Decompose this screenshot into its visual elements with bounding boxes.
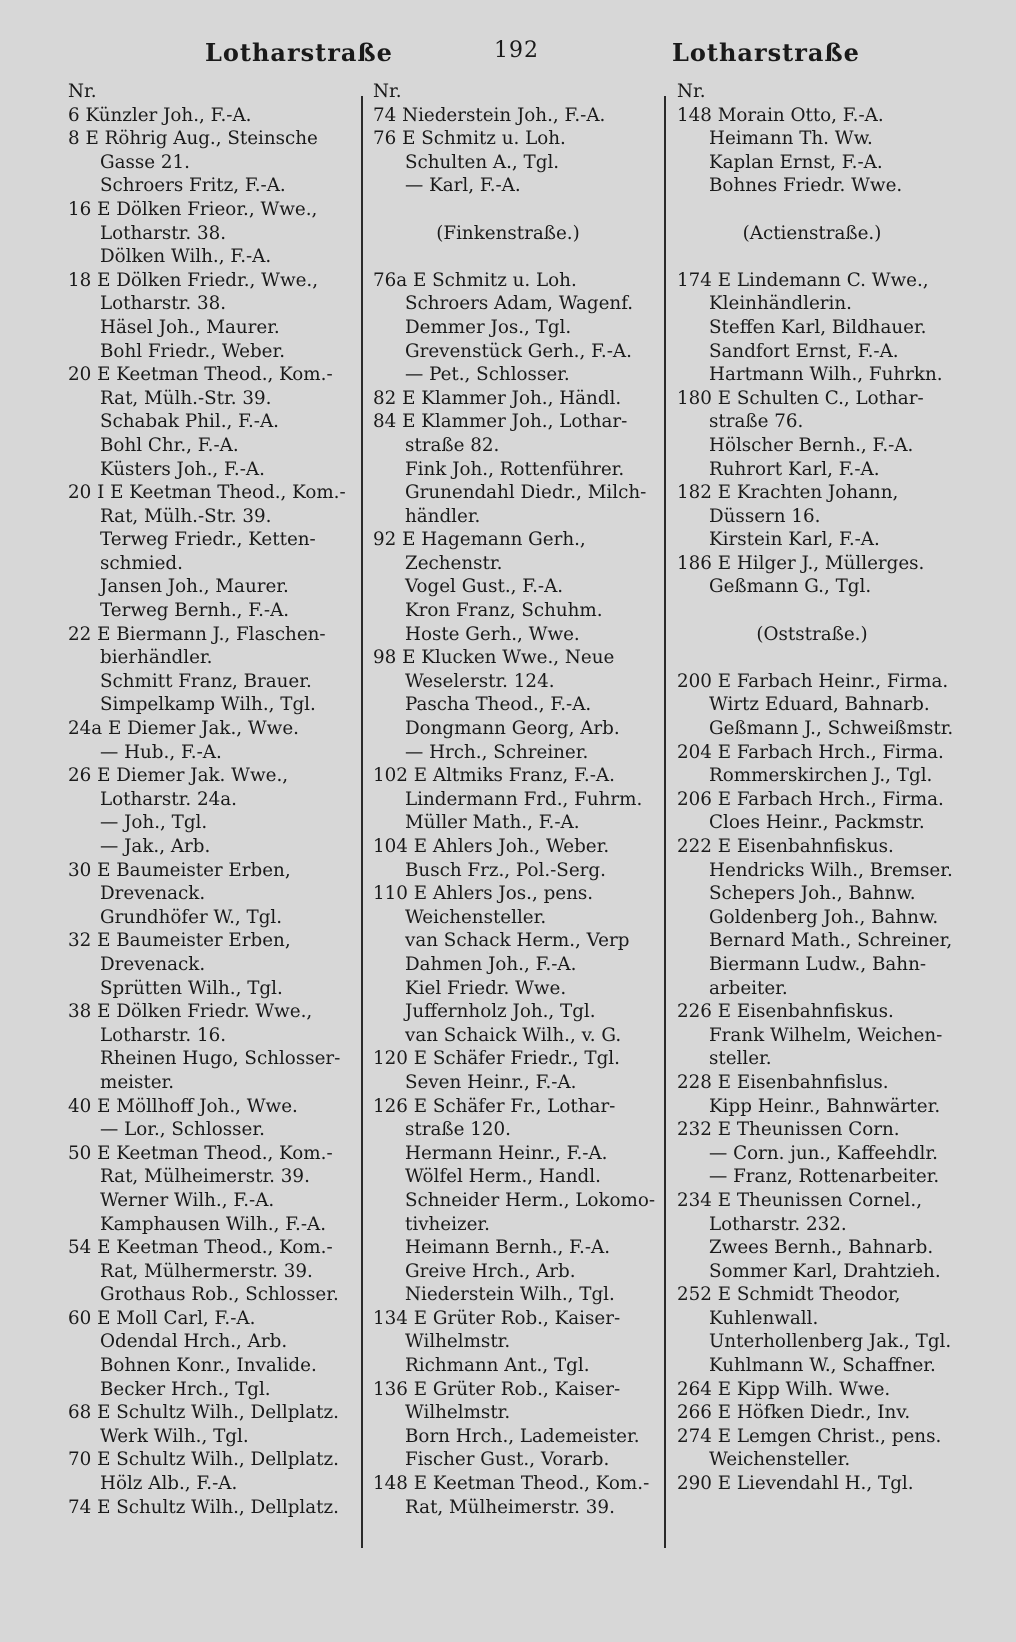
resident-line: Schneider Herm., Lokomo- [405, 1189, 656, 1211]
house-entry: 204 E Farbach Hrch., Firma. [677, 741, 944, 763]
resident-line: Schroers Fritz, F.-A. [100, 175, 286, 197]
resident-line: Biermann Ludw., Bahn- [709, 953, 927, 975]
resident-line: Drevenack. [100, 953, 206, 975]
resident-line: Juffernholz Joh., Tgl. [405, 1001, 596, 1023]
house-entry: 54 E Keetman Theod., Kom.- [68, 1237, 333, 1259]
resident-line: meister. [100, 1071, 175, 1093]
house-entry: 40 E Möllhoff Joh., Wwe. [68, 1095, 298, 1117]
house-entry: 50 E Keetman Theod., Kom.- [68, 1142, 333, 1164]
page-number: 192 [494, 38, 539, 63]
house-entry: 24a E Diemer Jak., Wwe. [68, 718, 299, 740]
resident-line: straße 82. [405, 434, 500, 456]
resident-line: Hölz Alb., F.-A. [100, 1473, 238, 1495]
resident-line: Wilhelmstr. [405, 1402, 511, 1424]
resident-line: straße 120. [405, 1119, 511, 1141]
resident-line: Geßmann J., Schweißmstr. [709, 718, 954, 740]
house-entry: 252 E Schmidt Theodor, [677, 1284, 901, 1306]
column-divider [361, 96, 363, 1548]
resident-line: Lindermann Frd., Fuhrm. [405, 788, 643, 810]
resident-line: Vogel Gust., F.-A. [405, 576, 564, 598]
resident-line: Düssern 16. [709, 505, 821, 527]
resident-line: Dölken Wilh., F.-A. [100, 246, 272, 268]
house-entry: 226 E Eisenbahnfiskus. [677, 1001, 894, 1023]
house-entry: 134 E Grüter Rob., Kaiser- [373, 1307, 621, 1329]
street-section-heading: (Actienstraße.) [742, 222, 882, 244]
resident-line: Sprütten Wilh., Tgl. [100, 977, 283, 999]
blank-line [677, 646, 967, 670]
house-entry: 174 E Lindemann C. Wwe., [677, 269, 929, 291]
house-entry: 70 E Schultz Wilh., Dellplatz. [68, 1449, 339, 1471]
resident-line: Hendricks Wilh., Bremser. [709, 859, 953, 881]
resident-line: Kamphausen Wilh., F.-A. [100, 1213, 327, 1235]
house-entry: 98 E Klucken Wwe., Neue [373, 647, 615, 669]
blank-line [677, 198, 967, 222]
resident-line: arbeiter. [709, 977, 788, 999]
column-2 [373, 80, 663, 1519]
resident-line: Müller Math., F.-A. [405, 812, 580, 834]
column-3 [677, 80, 967, 1496]
resident-line: Lotharstr. 38. [100, 222, 227, 244]
resident-line: Heimann Bernh., F.-A. [405, 1237, 611, 1259]
resident-line: Seven Heinr., F.-A. [405, 1071, 577, 1093]
blank-line [677, 245, 967, 269]
resident-line: Lotharstr. 38. [100, 293, 227, 315]
house-entry: 180 E Schulten C., Lothar- [677, 387, 924, 409]
resident-line: Rat, Mülheimerstr. 39. [100, 1166, 310, 1188]
house-entry: 30 E Baumeister Erben, [68, 859, 291, 881]
house-entry: 182 E Krachten Johann, [677, 482, 899, 504]
street-section-heading: (Finkenstraße.) [436, 222, 580, 244]
resident-line: Greive Hrch., Arb. [405, 1260, 576, 1282]
resident-line: Gasse 21. [100, 151, 190, 173]
resident-line: Born Hrch., Lademeister. [405, 1425, 640, 1447]
resident-line: Rheinen Hugo, Schlosser- [100, 1048, 341, 1070]
blank-line [373, 198, 663, 222]
resident-line: — Karl, F.-A. [405, 175, 521, 197]
resident-line: Richmann Ant., Tgl. [405, 1355, 590, 1377]
resident-line: Hölscher Bernh., F.-A. [709, 434, 914, 456]
resident-line: Drevenack. [100, 883, 206, 905]
resident-line: Lotharstr. 232. [709, 1213, 847, 1235]
house-entry: 120 E Schäfer Friedr., Tgl. [373, 1048, 620, 1070]
resident-line: Werner Wilh., F.-A. [100, 1189, 275, 1211]
column-1 [68, 80, 358, 1519]
resident-line: — Hub., F.-A. [100, 741, 222, 763]
resident-line: Kleinhändlerin. [709, 293, 852, 315]
resident-line: Zwees Bernh., Bahnarb. [709, 1237, 934, 1259]
resident-line: — Lor., Schlosser. [100, 1119, 265, 1141]
resident-line: — Hrch., Schreiner. [405, 741, 589, 763]
resident-line: Sandfort Ernst, F.-A. [709, 340, 899, 362]
column-1-entries [68, 104, 358, 1520]
resident-line: Becker Hrch., Tgl. [100, 1378, 271, 1400]
resident-line: Kiel Friedr. Wwe. [405, 977, 567, 999]
resident-line: Cloes Heinr., Packmstr. [709, 812, 925, 834]
resident-line: Rat, Mülh.-Str. 39. [100, 505, 272, 527]
house-entry: 104 E Ahlers Joh., Weber. [373, 836, 610, 857]
resident-line: Bohl Friedr., Weber. [100, 340, 286, 362]
resident-line: Schmitt Franz, Brauer. [100, 670, 312, 692]
resident-line: Wilhelmstr. [405, 1331, 511, 1353]
house-entry: 228 E Eisenbahnfislus. [677, 1071, 889, 1093]
house-entry: 110 E Ahlers Jos., pens. [373, 883, 594, 905]
resident-line: Fischer Gust., Vorarb. [405, 1449, 610, 1471]
resident-line: Zechenstr. [405, 552, 503, 574]
resident-line: van Schaick Wilh., v. G. [405, 1024, 622, 1046]
resident-line: Hermann Heinr., F.-A. [405, 1142, 608, 1164]
resident-line: schmied. [100, 552, 183, 574]
house-entry: 266 E Höfken Diedr., Inv. [677, 1402, 911, 1424]
house-entry: 8 E Röhrig Aug., Steinsche [68, 128, 318, 150]
left-header-title: Lotharstraße [205, 38, 393, 67]
resident-line: Demmer Jos., Tgl. [405, 316, 572, 338]
resident-line: Sommer Karl, Drahtzieh. [709, 1260, 941, 1282]
house-entry: 20 E Keetman Theod., Kom.- [68, 364, 333, 386]
resident-line: tivheizer. [405, 1213, 490, 1235]
house-entry: 18 E Dölken Friedr., Wwe., [68, 269, 319, 291]
column-2-entries [373, 104, 663, 1520]
house-entry: 92 E Hagemann Gerh., [373, 529, 586, 551]
resident-line: Pascha Theod., F.-A. [405, 694, 592, 716]
column-3-entries [677, 104, 967, 1496]
resident-line: — Corn. jun., Kaffeehdlr. [709, 1142, 938, 1164]
resident-line: Grundhöfer W., Tgl. [100, 906, 283, 928]
resident-line: Kipp Heinr., Bahnwärter. [709, 1095, 941, 1117]
house-entry: 76 E Schmitz u. Loh. [373, 128, 566, 150]
house-entry: 102 E Altmiks Franz, F.-A. [373, 765, 615, 787]
resident-line: Rommerskirchen J., Tgl. [709, 765, 933, 787]
resident-line: Dahmen Joh., F.-A. [405, 953, 577, 975]
resident-line: Heimann Th. Ww. [709, 128, 873, 150]
resident-line: Jansen Joh., Maurer. [100, 576, 289, 598]
nr-label: Nr. [677, 81, 706, 102]
house-entry: 186 E Hilger J., Müllerges. [677, 552, 925, 574]
column-divider [664, 96, 666, 1548]
resident-line: Terweg Bernh., F.-A. [100, 600, 290, 622]
resident-line: Bohl Chr., F.-A. [100, 434, 239, 456]
resident-line: Wölfel Herm., Handl. [405, 1166, 601, 1188]
resident-line: steller. [709, 1048, 772, 1070]
resident-line: Bernard Math., Schreiner, [709, 930, 953, 952]
house-entry: 148 Morain Otto, F.-A. [677, 104, 884, 126]
house-entry: 222 E Eisenbahnfiskus. [677, 836, 894, 857]
house-entry: 290 E Lievendahl H., Tgl. [677, 1473, 914, 1495]
street-section-heading: (Oststraße.) [756, 623, 868, 645]
resident-line: Kuhlenwall. [709, 1307, 819, 1329]
house-entry: 68 E Schultz Wilh., Dellplatz. [68, 1402, 339, 1424]
nr-label: Nr. [68, 81, 97, 102]
blank-line [373, 245, 663, 269]
house-entry: 264 E Kipp Wilh. Wwe. [677, 1378, 891, 1400]
resident-line: Lotharstr. 24a. [100, 788, 237, 810]
house-entry: 26 E Diemer Jak. Wwe., [68, 765, 289, 787]
resident-line: Unterhollenberg Jak., Tgl. [709, 1331, 952, 1353]
house-entry: 200 E Farbach Heinr., Firma. [677, 670, 949, 692]
resident-line: Rat, Mülhermerstr. 39. [100, 1260, 313, 1282]
resident-line: Werk Wilh., Tgl. [100, 1425, 249, 1447]
nr-label: Nr. [373, 81, 402, 102]
house-entry: 136 E Grüter Rob., Kaiser- [373, 1378, 621, 1400]
house-entry: 232 E Theunissen Corn. [677, 1119, 900, 1141]
resident-line: Häsel Joh., Maurer. [100, 316, 280, 338]
resident-line: — Franz, Rottenarbeiter. [709, 1166, 940, 1188]
house-entry: 20 I E Keetman Theod., Kom.- [68, 482, 346, 504]
resident-line: Schepers Joh., Bahnw. [709, 883, 916, 905]
house-entry: 6 Künzler Joh., F.-A. [68, 104, 252, 126]
resident-line: Bohnes Friedr. Wwe. [709, 175, 903, 197]
resident-line: Ruhrort Karl, F.-A. [709, 458, 880, 480]
house-entry: 16 E Dölken Frieor., Wwe., [68, 198, 318, 220]
resident-line: Goldenberg Joh., Bahnw. [709, 906, 939, 928]
house-entry: 76a E Schmitz u. Loh. [373, 269, 577, 291]
resident-line: händler. [405, 505, 481, 527]
house-entry: 234 E Theunissen Cornel., [677, 1189, 923, 1211]
resident-line: Grunendahl Diedr., Milch- [405, 482, 647, 504]
house-entry: 32 E Baumeister Erben, [68, 930, 291, 952]
house-entry: 148 E Keetman Theod., Kom.- [373, 1473, 650, 1495]
house-entry: 22 E Biermann J., Flaschen- [68, 623, 326, 645]
house-entry: 82 E Klammer Joh., Händl. [373, 387, 622, 409]
house-entry: 206 E Farbach Hrch., Firma. [677, 788, 944, 810]
resident-line: Lotharstr. 16. [100, 1024, 227, 1046]
resident-line: Küsters Joh., F.-A. [100, 458, 265, 480]
resident-line: Fink Joh., Rottenführer. [405, 458, 625, 480]
resident-line: Niederstein Wilh., Tgl. [405, 1284, 615, 1306]
resident-line: van Schack Herm., Verp [405, 930, 630, 952]
resident-line: Simpelkamp Wilh., Tgl. [100, 694, 316, 716]
resident-line: Schroers Adam, Wagenf. [405, 293, 634, 315]
resident-line: Kuhlmann W., Schaffner. [709, 1355, 936, 1377]
resident-line: bierhändler. [100, 647, 213, 669]
resident-line: Kron Franz, Schuhm. [405, 600, 603, 622]
resident-line: — Pet., Schlosser. [405, 364, 570, 386]
house-entry: 274 E Lemgen Christ., pens. [677, 1425, 942, 1447]
resident-line: Busch Frz., Pol.-Serg. [405, 859, 606, 881]
resident-line: Geßmann G., Tgl. [709, 576, 872, 598]
blank-line [677, 599, 967, 623]
resident-line: Grevenstück Gerh., F.-A. [405, 340, 632, 362]
right-header-title: Lotharstraße [672, 38, 860, 67]
resident-line: Schulten A., Tgl. [405, 151, 560, 173]
resident-line: Weichensteller. [405, 906, 547, 928]
resident-line: Odendal Hrch., Arb. [100, 1331, 288, 1353]
resident-line: Frank Wilhelm, Weichen- [709, 1024, 943, 1046]
resident-line: Dongmann Georg, Arb. [405, 718, 620, 740]
resident-line: — Joh., Tgl. [100, 812, 208, 834]
resident-line: Kaplan Ernst, F.-A. [709, 151, 883, 173]
resident-line: Rat, Mülheimerstr. 39. [405, 1496, 615, 1518]
house-entry: 74 E Schultz Wilh., Dellplatz. [68, 1496, 339, 1518]
house-entry: 60 E Moll Carl, F.-A. [68, 1307, 256, 1329]
house-entry: 38 E Dölken Friedr. Wwe., [68, 1001, 313, 1023]
house-entry: 84 E Klammer Joh., Lothar- [373, 411, 628, 433]
resident-line: Bohnen Konr., Invalide. [100, 1355, 317, 1377]
resident-line: Rat, Mülh.-Str. 39. [100, 387, 272, 409]
resident-line: Schabak Phil., F.-A. [100, 411, 279, 433]
house-entry: 126 E Schäfer Fr., Lothar- [373, 1095, 616, 1117]
resident-line: straße 76. [709, 411, 804, 433]
resident-line: Weselerstr. 124. [405, 670, 555, 692]
resident-line: Kirstein Karl, F.-A. [709, 529, 880, 551]
resident-line: Grothaus Rob., Schlosser. [100, 1284, 339, 1306]
house-entry: 74 Niederstein Joh., F.-A. [373, 104, 606, 126]
resident-line: — Jak., Arb. [100, 836, 211, 857]
resident-line: Wirtz Eduard, Bahnarb. [709, 694, 930, 716]
resident-line: Steffen Karl, Bildhauer. [709, 316, 927, 338]
resident-line: Hoste Gerh., Wwe. [405, 623, 580, 645]
resident-line: Hartmann Wilh., Fuhrkn. [709, 364, 943, 386]
resident-line: Weichensteller. [709, 1449, 851, 1471]
resident-line: Terweg Friedr., Ketten- [100, 529, 316, 551]
